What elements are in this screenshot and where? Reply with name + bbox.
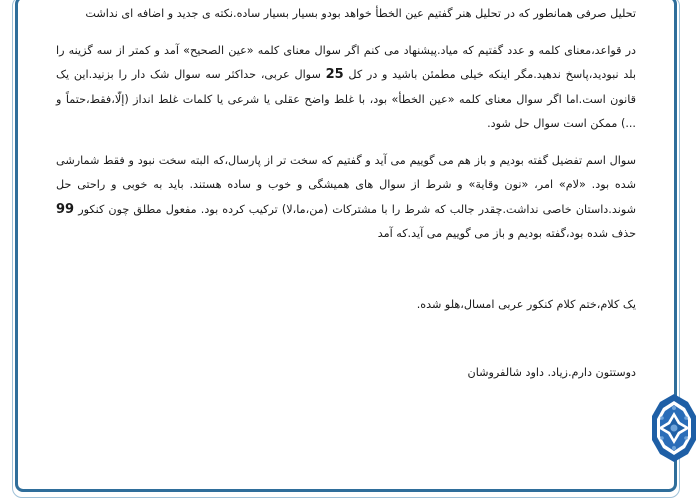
paragraph-morphology: تحلیل صرفی همانطور که در تحلیل هنر گفتیم عین الخطأ خواهد بودو بسیار بسیار ساده.نکته ی جدید و اضافه ای نداشت	[85, 7, 636, 20]
question-count-number: 25	[325, 67, 344, 82]
article-body	[56, 0, 636, 386]
islamic-tile-ornament-icon	[648, 392, 700, 464]
paragraph-grammar-part-2: سوال عربی، حداکثر سه سوال شک دار را بزنید.این یک قانون است.اما اگر سوال معنای کلمه «عین الخطأ» بود، با غلط واضح عقلی یا شرعی یا کلمات غلط انداز (إلّا،فقط،حتماً و ...) ممکن است سوال حل شود.	[56, 68, 636, 130]
paragraph-superlative-part-1: سوال اسم تفضیل گفته بودیم و باز هم می گوییم می آید و گفتیم که سخت تر از پارسال،که البته سخت نبود و فقط شمارشی شده بود. «لام» امر، «نون وقایة» و شرط از سوال های همیشگی و خوب و ساده هستند. باید به خوبی و راحتی حل شوند.داستان خاصی نداشت.چقدر جالب که شرط را با مشترکات (من،ما،لا) ترکیب کرده بود. مفعول مطلق چون کنکور	[56, 153, 636, 216]
signature-line: دوستتون دارم.زیاد. داود شالفروشان	[467, 366, 636, 379]
paragraph-grammar	[56, 39, 636, 137]
paragraph-superlative-part-2: حذف شده بود،گفته بودیم و باز می گوییم می آید.که آمد	[377, 227, 636, 240]
exam-year-number: 99	[56, 201, 75, 217]
paragraph-grammar-part-1: در قواعد،معنای کلمه و عدد گفتیم که میاد.پیشنهاد می کنم اگر سوال معنای کلمه «عین الصحیح» آمد و کمتر از سه گزینه را بلد نبودید،پاسخ ندهید.مگر اینکه خیلی مطمئن باشید و در کل	[56, 43, 637, 81]
paragraph-summary: یک کلام،ختم کلام کنکور عربی امسال،هلو شده.	[416, 297, 636, 311]
paragraph-superlative	[56, 149, 636, 247]
